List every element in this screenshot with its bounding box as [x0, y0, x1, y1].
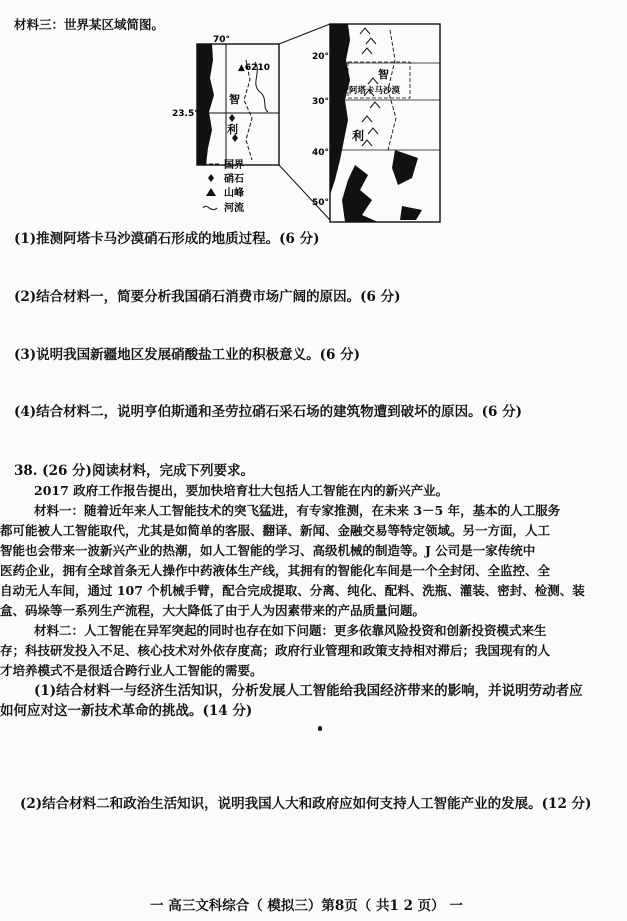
material-1-line: 医药企业，拥有全球首条无人操作中药液体生产线，其拥有的智能化车间是一个全封闭、全监控、全	[0, 563, 551, 578]
connector-line	[279, 165, 330, 220]
legend-label: 硝石	[224, 174, 244, 185]
southern-islands	[342, 165, 378, 222]
mountain-symbol	[362, 116, 378, 146]
material-2-line: 存；科技研发投入不足、核心技术对外依存度高；政府行业管理和政策支持相对滞后；我国现有的人	[0, 643, 551, 658]
question-4: (4)结合材料二，说明亨伯斯通和圣劳拉硝石采石场的建筑物遭到破坏的原因。(6 分)	[14, 404, 523, 420]
lat-label: 50°	[312, 198, 330, 208]
question-2: (2)结合材料一，简要分析我国硝石消费市场广阔的原因。(6 分)	[14, 289, 401, 305]
material-1-line: 自动无人车间，通过 107 个机械手臂，配合完成提取、分离、纯化、配料、洗瓶、灌装、密封、检测、装	[0, 583, 585, 598]
connector-line	[279, 24, 330, 44]
legend-peak-symbol	[206, 188, 216, 196]
southern-islands	[400, 206, 422, 220]
legend-label: 山峰	[224, 188, 244, 199]
country-label: 利	[352, 129, 365, 143]
region-map	[0, 0, 627, 240]
ink-mark	[318, 726, 322, 731]
material-heading: 材料三：世界某区域简图。	[14, 17, 165, 32]
lat-label: 30°	[312, 97, 330, 107]
page-footer: 一 高三文科综合（ 模拟三）第8页（ 共1 2 页） 一	[150, 898, 463, 914]
question-1: (1)推测阿塔卡马沙漠硝石形成的地质过程。(6 分)	[14, 231, 320, 247]
question-38-title: 38. (26 分)阅读材料，完成下列要求。	[14, 463, 254, 479]
lat-label: 40°	[312, 148, 330, 158]
legend-label: 河流	[224, 203, 244, 214]
question-3: (3)说明我国新疆地区发展硝酸盐工业的积极意义。(6 分)	[14, 347, 361, 363]
lon-label: 70°	[213, 35, 231, 45]
material-1-line: 盒、码垛等一系列生产流程，大大降低了由于人为因素带来的产品质量问题。	[0, 603, 426, 618]
sub-question-1: 如何应对这一新技术革命的挑战。(14 分)	[0, 703, 253, 719]
q38-intro: 2017 政府工作报告提出，要加快培育壮大包括人工智能在内的新兴产业。	[34, 483, 449, 498]
sub-question-1: (1)结合材料一与经济生活知识，分析发展人工智能给我国经济带来的影响，并说明劳动者应	[34, 683, 583, 699]
material-2-line: 材料二：人工智能在异军突起的同时也存在如下问题：更多依靠风险投资和创新投资模式来生	[34, 623, 547, 638]
material-2-line: 才培养模式不是很适合跨行业人工智能的需要。	[0, 663, 263, 678]
nitrate-symbol	[229, 114, 235, 122]
material-1-line: 材料一：随着近年来人工智能技术的突飞猛进，有专家推测，在未来 3－5 年，基本的人工服务	[34, 503, 561, 518]
sub-question-2: (2)结合材料二和政治生活知识，说明我国人大和政府应如何支持人工智能产业的发展。(12 分)	[20, 796, 592, 812]
material-1-line: 智能也会带来一波新兴产业的热潮，如人工智能的学习、高级机械的制造等。J 公司是一家传统中	[0, 543, 536, 558]
material-1-line: 都可能被人工智能取代，尤其是如简单的客服、翻译、新闻、金融交易等特定领域。另一方面，人工	[0, 523, 551, 538]
legend-river-symbol	[203, 206, 217, 209]
lat-label: 23.5°	[172, 109, 199, 119]
mountain-symbol	[360, 28, 376, 54]
desert-label: 阿塔卡马沙漠	[349, 86, 401, 96]
legend-nitrate-symbol	[208, 174, 214, 182]
main-coastline	[330, 24, 350, 195]
country-label: 利	[227, 123, 238, 136]
peak-label: ▲6210	[238, 63, 270, 73]
inset-border	[244, 60, 252, 160]
lat-label: 20°	[312, 52, 330, 62]
country-label: 智	[229, 93, 240, 106]
legend-label: 国界	[224, 160, 244, 171]
southern-islands	[392, 150, 418, 185]
inset-coastline	[197, 44, 214, 165]
country-label: 智	[378, 68, 389, 81]
